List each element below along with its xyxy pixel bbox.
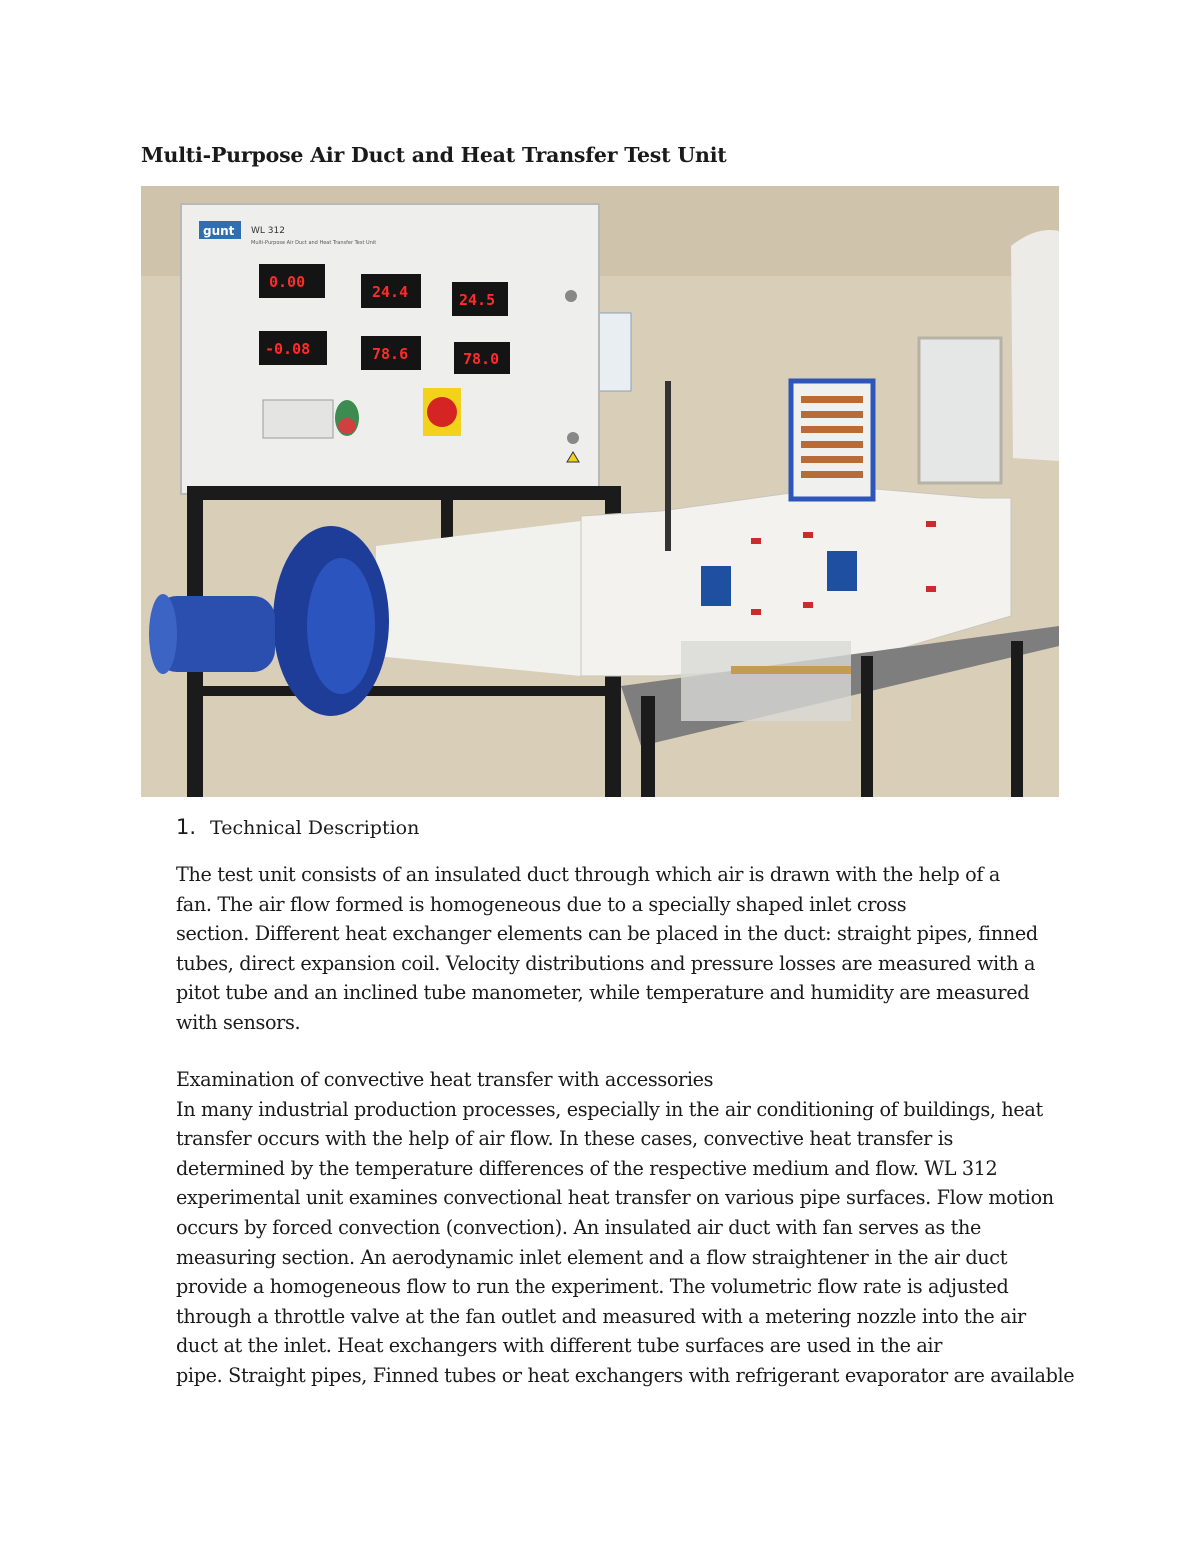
paragraph-line: tubes, direct expansion coil. Velocity distributions and pressure losses are measured with a	[176, 951, 1036, 975]
paragraph-technical-description	[176, 860, 1076, 1038]
display-reading: 24.5	[459, 291, 496, 309]
display-reading: 0.00	[269, 273, 306, 291]
section-heading-text: Technical Description	[210, 817, 420, 839]
model-label: WL 312	[251, 226, 285, 236]
display-reading: -0.08	[265, 340, 311, 358]
paragraph-line: transfer occurs with the help of air flow. In these cases, convective heat transfer is	[176, 1127, 954, 1151]
equipment-photo	[141, 186, 1059, 797]
paragraph-line: duct at the inlet. Heat exchangers with different tube surfaces are used in the air	[176, 1334, 943, 1358]
paragraph-line: through a throttle valve at the fan outlet and measured with a metering nozzle into the air	[176, 1304, 1026, 1328]
document-title: Multi-Purpose Air Duct and Heat Transfer Test Unit	[141, 143, 727, 167]
paragraph-line: Examination of convective heat transfer with accessories	[176, 1068, 714, 1091]
display-reading: 78.6	[372, 345, 409, 363]
paragraph-line: pitot tube and an inclined tube manometer, while temperature and humidity are measured	[176, 981, 1030, 1005]
paragraph-line: measuring section. An aerodynamic inlet element and a flow straightener in the air duct	[176, 1245, 1008, 1269]
paragraph-line: provide a homogeneous flow to run the experiment. The volumetric flow rate is adjusted	[176, 1275, 1009, 1299]
brand-logo: gunt	[203, 224, 235, 238]
paragraph-line: occurs by forced convection (convection). An insulated air duct with fan serves as the	[176, 1215, 982, 1239]
display-reading: 78.0	[463, 350, 500, 368]
paragraph-line: pipe. Straight pipes, Finned tubes or heat exchangers with refrigerant evaporator are available	[176, 1363, 1075, 1387]
paragraph-line: with sensors.	[176, 1010, 301, 1034]
panel-subtitle: Multi-Purpose Air Duct and Heat Transfer Test Unit	[251, 240, 377, 246]
paragraph-line: In many industrial production processes, especially in the air conditioning of buildings, heat	[176, 1097, 1043, 1121]
paragraph-line: The test unit consists of an insulated duct through which air is drawn with the help of a	[176, 863, 1000, 886]
section-number: 1.	[176, 815, 197, 839]
paragraph-convective-heat-transfer	[176, 1065, 1076, 1391]
display-reading: 24.4	[372, 283, 409, 301]
paragraph-line: section. Different heat exchanger elements can be placed in the duct: straight pipes, finned	[176, 922, 1038, 946]
paragraph-line: fan. The air flow formed is homogeneous due to a specially shaped inlet cross	[176, 892, 907, 916]
paragraph-line: experimental unit examines convectional heat transfer on various pipe surfaces. Flow motion	[176, 1186, 1054, 1210]
paragraph-line: determined by the temperature differences of the respective medium and flow. WL 312	[176, 1156, 998, 1180]
section-heading	[176, 815, 419, 839]
